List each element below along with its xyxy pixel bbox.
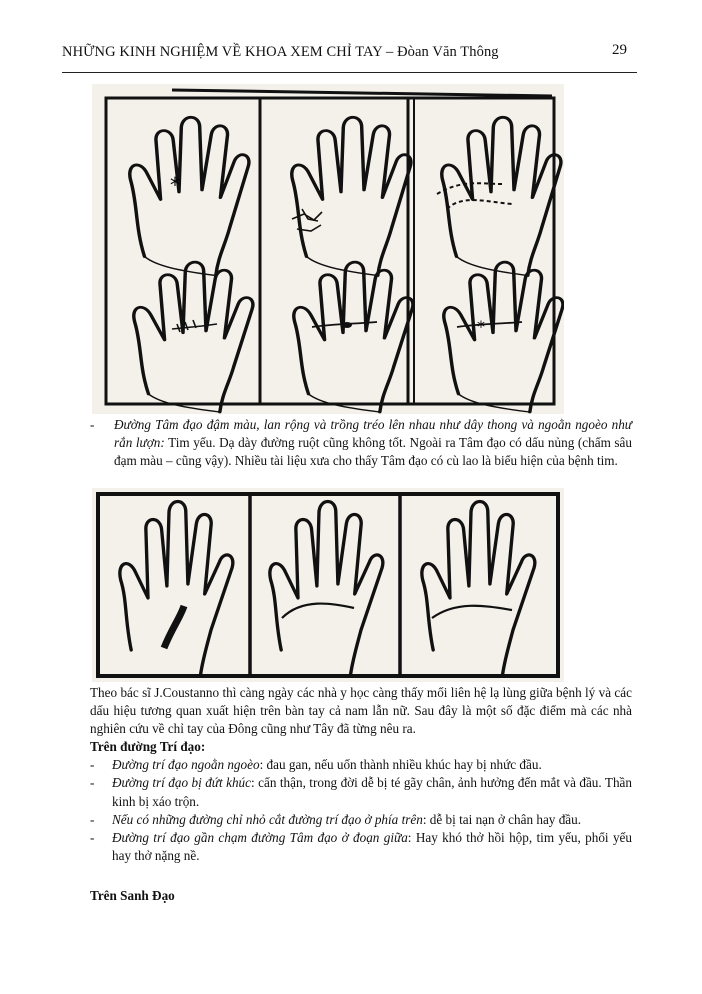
- list-item: - Nếu có những đường chỉ nhỏ cắt đường trí đạo ở phía trên: dễ bị tai nạn ở chân hay đầu.: [90, 811, 582, 827]
- palm-4: [134, 262, 253, 412]
- paragraph-heart-line: [90, 416, 632, 471]
- list-item: - Đường trí đạo gần chạm đường Tâm đạo ở đoạn giữa: Hay khó thở hồi hộp, tim yếu, phổi yếu hay thở nặng nề.: [90, 830, 632, 864]
- running-title: NHỮNG KINH NGHIỆM VỀ KHOA XEM CHỈ TAY – Đòan Văn Thông: [62, 44, 499, 60]
- crossed-line-mark: [172, 320, 217, 332]
- bullet-dash: -: [90, 417, 95, 432]
- palm-figure-1-drawing: [92, 84, 564, 414]
- section-heading-2: Trên Sanh Đạo: [90, 888, 175, 903]
- palm-7: [120, 502, 233, 676]
- palm-3: [442, 117, 561, 275]
- palm-6: [444, 262, 563, 412]
- palm-2: [292, 117, 411, 275]
- list-item: - Đường trí đạo bị đứt khúc: cẩn thận, trong đời dễ bị té gãy chân, ảnh hưởng đến mắt và đầu. Thần kinh bị xáo trộn.: [90, 775, 632, 809]
- palm-9: [422, 502, 535, 676]
- palm-5: [294, 262, 413, 412]
- paragraph-rest: Tim yếu. Dạ dày đường ruột cũng không tốt. Ngoài ra Tâm đạo có dấu nủng (chấm sâu đạm màu – cũng vậy). Nhiều tài liệu xưa cho thấy Tâm đạo có cù lao là biểu hiện của bệnh tim.: [114, 435, 632, 469]
- palm-figure-1: [92, 84, 564, 414]
- svg-text:*: *: [477, 317, 485, 336]
- header-rule: [62, 72, 637, 73]
- thick-life-line-mark: [164, 606, 184, 648]
- palm-8: [270, 502, 383, 676]
- list-item: - Đường trí đạo ngoằn ngoèo: đau gan, nếu uốn thành nhiều khúc hay bị nhức đầu.: [90, 757, 542, 773]
- italic-lead: Đường Tâm đạo đậm màu, lan rộng và trồng tréo lên nhau như dây thong và ngoằn ngoèo như rắn lượn:: [114, 417, 632, 451]
- page-header: [62, 40, 637, 70]
- section-2: [90, 887, 632, 905]
- star-mark: *: [170, 173, 180, 197]
- paragraph-body: Theo bác sĩ J.Coustanno thì càng ngày các nhà y học càng thấy mối liên hệ lạ lùng giữa bệnh lý và các dấu hiệu tương quan xuất hiện trên bàn tay cả nam lẫn nữ. Sau đây là một số đặc điểm mà các nhà nghiên cứu về chỉ tay của Đông cũng như Tây đã từng nêu ra.: [90, 685, 632, 737]
- section-head-line: [90, 738, 632, 865]
- section-heading: Trên đường Trí đạo:: [90, 739, 206, 754]
- palm-figure-2-drawing: [92, 488, 564, 682]
- palm-1: [130, 117, 249, 275]
- palm-figure-2: [92, 488, 564, 682]
- page-number: 29: [612, 42, 627, 58]
- paragraph-coustanno: [90, 684, 632, 739]
